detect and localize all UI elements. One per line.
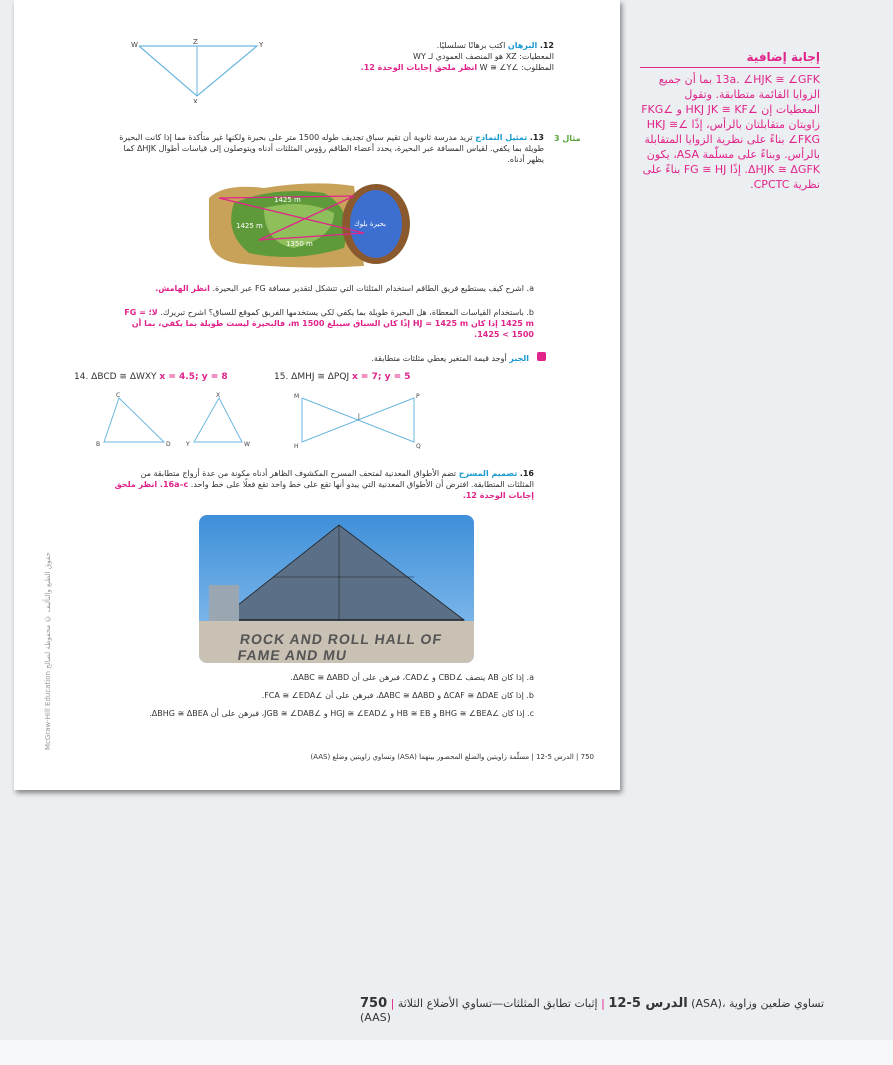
svg-text:W: W — [244, 441, 250, 448]
exercise-15-label: 15. ΔMHJ ≅ ΔPQJ — [274, 372, 350, 382]
answer-ref: انظر ملحق إجابات الوحدة 12. — [360, 63, 478, 72]
algebra-prompt — [134, 353, 529, 364]
problem-title: تمثيل النماذج — [475, 133, 528, 142]
problem-16a: a. إذا كان AB ينصف ∠CBD و ∠CAD، فبرهن على أن ΔABC ≅ ΔABD. — [290, 673, 534, 682]
svg-text:H: H — [294, 443, 299, 450]
problem-lead: اكتب برهانًا تسلسليًا. — [436, 41, 506, 50]
textbook-page — [14, 0, 620, 790]
problem-title: تصميم المسرح — [458, 469, 518, 478]
lake-map — [204, 178, 414, 270]
map-label-lake: بحيرة بلوك — [354, 220, 386, 228]
exercise-14-answer: x = 4.5; y = 8 — [159, 372, 228, 382]
problem-number: 13. — [529, 133, 544, 142]
exercise-14 — [74, 372, 274, 383]
svg-text:W: W — [131, 41, 138, 49]
exercise-14-label: 14. ΔBCD ≅ ΔWXY — [74, 372, 157, 382]
svg-text:X: X — [216, 392, 221, 399]
svg-text:B: B — [96, 441, 101, 448]
exercise-15 — [274, 372, 474, 383]
algebra-icon — [537, 352, 546, 361]
example-tag: مثال 3 — [554, 134, 581, 143]
svg-text:Y: Y — [186, 441, 190, 448]
problem-13b — [114, 307, 534, 340]
part-b-text: b. باستخدام القياسات المعطاة، هل البحيرة طويلة بما يكفي لكي يستخدمها الفريق كموقع للسباق؟ اشرح تبريرك. — [160, 308, 534, 317]
problem-number: 16. — [519, 469, 534, 478]
problem-16c: c. إذا كان ∠BHG ≅ ∠BEA و HB ≅ EB و ∠HGJ ≅ ∠EAD و ∠JGB ≅ ∠DAB، فبرهن على أن ΔBHG ≅ ΔBEA. — [149, 709, 534, 718]
triangles-figure-15 — [294, 390, 434, 450]
lesson-title: إثبات تطابق المثلثات—تساوي الأضلاع الثلاثة (ASA)، تساوي ضلعين وزاوية (AAS) — [360, 997, 825, 1024]
problem-title: البرهان — [507, 41, 538, 50]
prove-text: المطلوب: ∠W ≅ ∠Y — [479, 63, 554, 72]
svg-text:J: J — [358, 413, 360, 420]
problem-13a — [114, 283, 534, 294]
sidebar-heading: إجابة إضافية — [640, 50, 820, 68]
svg-text:M: M — [294, 393, 300, 400]
problem-text: تضم الأطواق المعدنية لمتحف المسرح المكشوف الظاهر أدناه مكونة من عدة أزواج متطابقة من المثلثات المتطابقة. افترض أن الأطواق المعدنية التي يبدو أنها تقع على خط واحد تقع فعلًا على خط واحد. — [140, 469, 534, 489]
triangles-figure-14 — [94, 390, 264, 450]
map-label-2: 1350 m — [286, 240, 313, 248]
svg-text:Y: Y — [259, 41, 264, 49]
part-a-answer: انظر الهامش. — [155, 284, 210, 293]
page-number: 750 — [360, 996, 388, 1011]
lesson-label: الدرس 5-12 — [608, 996, 688, 1011]
svg-text:P: P — [416, 393, 420, 400]
inner-page-footer: 750 | الدرس 5-12 | مسلّمة زاويتين والضلع المحصور بينهما (ASA) وتساوي زاويتين وضلع (AAS) — [310, 753, 594, 761]
part-a-text: a. اشرح كيف يستطيع فريق الطاقم استخدام المثلثات التي تتشكل لتقدير مسافة FG عبر البحيرة. — [212, 284, 534, 293]
wall-lettering: ROCK AND ROLL HALL OF FAME AND MU — [236, 631, 444, 663]
svg-text:X: X — [193, 98, 198, 103]
algebra-label: الجبر — [509, 354, 529, 363]
svg-text:C: C — [116, 392, 121, 399]
problem-12 — [244, 40, 554, 73]
problem-16b: b. إذا كان ΔCAF ≅ ΔDAE و ΔABC ≅ ΔABD، فبرهن على أن ∠FCA ≅ ∠EDA. — [261, 691, 534, 700]
bottom-strip — [0, 1040, 893, 1065]
part-b-answer: لا؛ FG = 1425 m إذا كان HJ = 1425 m إذًا كان السباق سيبلغ 1500 m، فالبحيرة ليست طويلة بما يكفي، بما أن 1500 > 1425. — [124, 308, 534, 339]
vertical-credit: McGraw-Hill Education حقوق الطبع والتأليف © محفوظة لصالح — [44, 552, 52, 750]
svg-text:Z: Z — [193, 38, 198, 46]
problem-16 — [114, 468, 534, 501]
svg-text:D: D — [166, 441, 171, 448]
museum-photo — [199, 515, 474, 663]
answer-ref: 16a–c. انظر ملحق إجابات الوحدة 12. — [114, 480, 534, 500]
sidebar-answer: 13a. ∠HJK ≅ ∠GFK بما أن جميع الزوايا القائمة متطابقة. وتقول المعطيات إن ∠HKJ JK ≅ KF و ∠FKG زاويتان متقابلتان بالرأس، إذًا ∠HKJ ≅ ∠FKG بناءً على نظرية الزوايا المتقابلة بالرأس. وبناءً على مسلّمة ASA، يكون ΔHJK ≅ ΔGFK. إذًا FG ≅ HJ بناءً على نظرية CPCTC. — [641, 73, 820, 191]
given-text: المعطيات: XZ هو المنصف العمودي لـ WY — [413, 52, 554, 61]
problem-13 — [114, 132, 544, 165]
page-footer: 750 | الدرس 5-12 | إثبات تطابق المثلثات—تساوي الأضلاع الثلاثة (ASA)، تساوي ضلعين وزاوية (AAS) — [360, 996, 825, 1024]
problem-number: 12. — [539, 41, 554, 50]
map-label-3: 1425 m — [236, 222, 263, 230]
exercise-15-answer: x = 7; y = 5 — [351, 372, 411, 382]
algebra-prompt-text: أوجد قيمة المتغير يعطي مثلثات متطابقة. — [371, 354, 507, 363]
map-label-1: 1425 m — [274, 196, 301, 204]
svg-text:Q: Q — [416, 443, 421, 450]
museum-wall — [199, 621, 474, 663]
problem-text: تريد مدرسة ثانوية أن تقيم سباق تجديف طوله 1500 متر على بحيرة ولكنها غير متأكدة مما إذا كانت البحيرة طويلة بما يكفي. لقياس المسافة عبر البحيرة، يحدد أعضاء الطاقم رؤوس المثلثات أدناه ويتوصلون إلى قياسات أطوال ΔHJK كما يظهر أدناه. — [119, 133, 544, 164]
